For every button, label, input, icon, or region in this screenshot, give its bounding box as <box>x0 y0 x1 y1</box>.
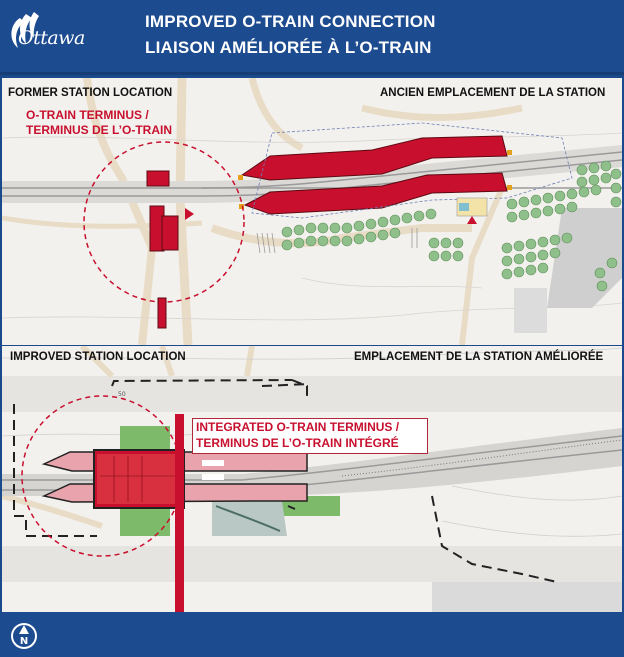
old-terminus-callout-fr: TERMINUS DE L’O-TRAIN <box>26 123 172 137</box>
old-terminus-callout-en: O-TRAIN TERMINUS / <box>26 108 149 122</box>
former-station-map <box>2 78 622 345</box>
north-letter: N <box>19 636 29 647</box>
ottawa-wordmark: Ottawa <box>18 27 85 49</box>
north-arrow-icon <box>10 622 38 650</box>
improved-location-label-fr: EMPLACEMENT DE LA STATION AMÉLIORÉE <box>354 351 604 363</box>
header-bar <box>0 0 624 75</box>
integrated-terminus-callout-en: INTEGRATED O-TRAIN TERMINUS / <box>196 420 400 434</box>
improved-station-map <box>2 346 622 612</box>
title-english: IMPROVED O-TRAIN CONNECTION <box>145 12 436 31</box>
former-location-label-fr: ANCIEN EMPLACEMENT DE LA STATION <box>380 87 606 99</box>
contour-elevation-label: 50 <box>118 391 126 398</box>
integrated-terminus-callout-fr: TERMINUS DE L’O-TRAIN INTÉGRÉ <box>196 436 399 450</box>
improved-location-label-en: IMPROVED STATION LOCATION <box>10 351 186 363</box>
improved-station-map-drawing <box>2 346 622 612</box>
title-french: LIAISON AMÉLIORÉE À L’O-TRAIN <box>145 38 432 57</box>
former-location-label-en: FORMER STATION LOCATION <box>8 87 173 99</box>
footer-bar <box>0 612 624 657</box>
